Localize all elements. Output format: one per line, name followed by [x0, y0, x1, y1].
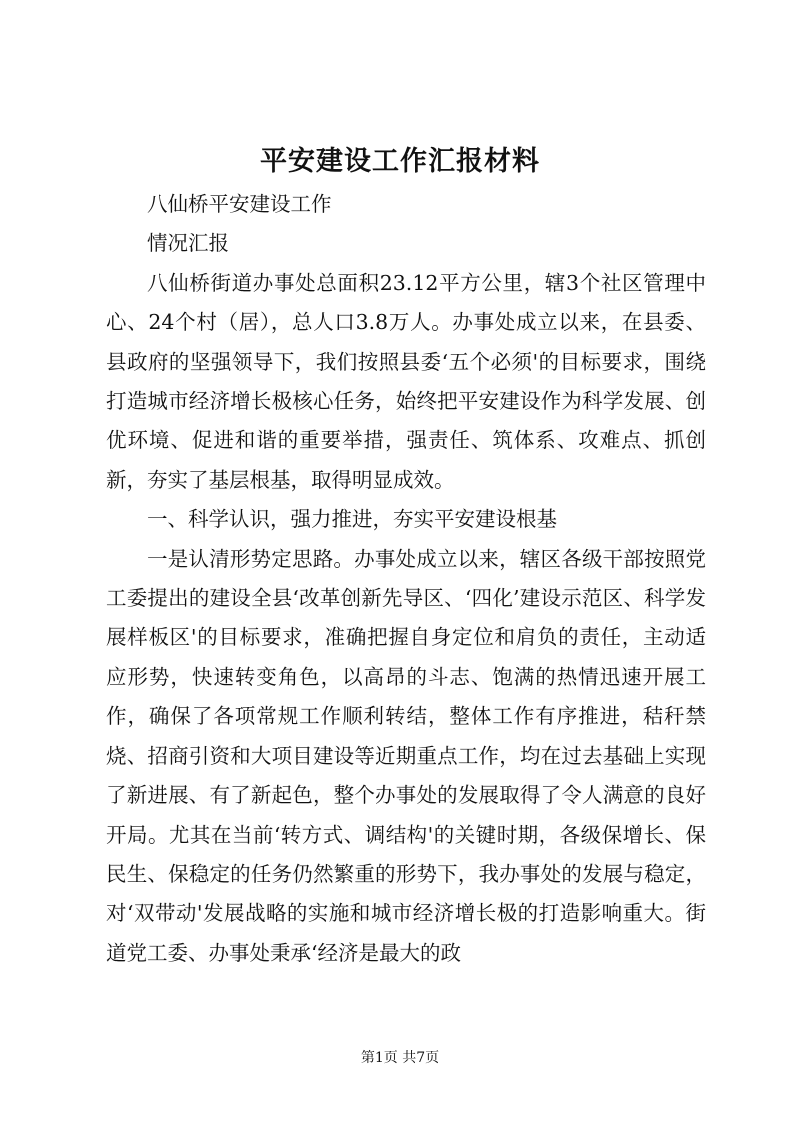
body-paragraph: 一是认清形势定思路。办事处成立以来，辖区各级干部按照党工委提出的建设全县‘改革创新先导区、‘四化’建设示范区、科学发展样板区'的目标要求，准确把握自身定位和肩负的责任，主动适应形势，快速转变角色，以高昂的斗志、饱满的热情迅速开展工作，确保了各项常规工作顺利转结，整体工作有序推进，秸秆禁烧、招商引资和大项目建设等近期重点工作，均在过去基础上实现了新进展、有了新起色，整个办事处的发展取得了令人满意的良好开局。尤其在当前‘转方式、调结构'的关键时期，各级保增长、保民生、保稳定的任务仍然繁重的形势下，我办事处的发展与稳定，对‘双带动'发展战略的实施和城市经济增长极的打造影响重大。街道党工委、办事处秉承‘经济是最大的政 — [106, 546, 706, 965]
page-number: 第1页 共7页 — [360, 1050, 440, 1066]
section-heading: 一、科学认识，强力推进，夯实平安建设根基 — [147, 507, 557, 532]
intro-paragraph: 八仙桥街道办事处总面积23.12平方公里，辖3个社区管理中心、24个村（居），总人口3.8万人。办事处成立以来，在县委、县政府的坚强领导下，我们按照县委‘五个必须'的目标要求，围绕打造城市经济增长极核心任务，始终把平安建设作为科学发展、创优环境、促进和谐的重要举措，强责任、筑体系、攻难点、抓创新，夯实了基层根基，取得明显成效。 — [106, 270, 706, 492]
document-body — [106, 185, 706, 973]
subtitle-line-1: 八仙桥平安建设工作 — [147, 192, 332, 216]
subtitle-line-2: 情况汇报 — [147, 231, 229, 256]
page-title: 平安建设工作汇报材料 — [260, 146, 540, 177]
